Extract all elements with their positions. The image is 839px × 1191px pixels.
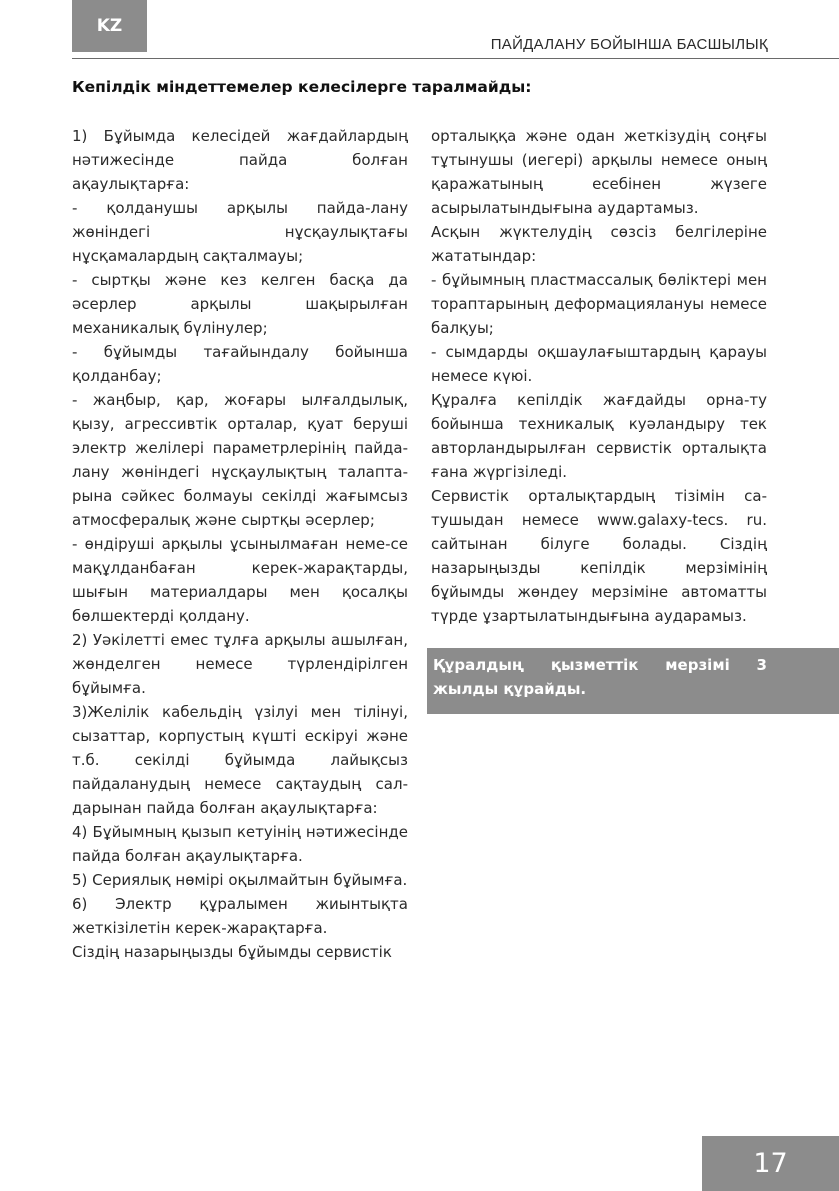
paragraph: - жаңбыр, қар, жоғары ылғалдылық, қызу, агрессивтік орталар, қуат беруші электр желілері параметрлерінің пайда-лану жөніндегі нұсқаулықтың талапта-рына сәйкес болмауы секілді жағымсыз атмосфералық және сыртқы әсерлер; — [72, 391, 408, 529]
right-column — [431, 124, 767, 628]
paragraph: Құралға кепілдік жағдайды орна-ту бойынша техникалық куәландыру тек авторландырылған сервистік орталықта ғана жүргізіледі. — [431, 391, 767, 481]
page-number: 17 — [702, 1136, 839, 1191]
section-heading: Кепілдік міндеттемелер келесілерге таралмайды: — [72, 78, 532, 96]
paragraph: 2) Уәкілетті емес тұлға арқылы ашылған, жөнделген немесе түрлендірілген бұйымға. — [72, 631, 408, 697]
paragraph: - қолданушы арқылы пайда-лану жөніндегі нұсқаулықтағы нұсқамалардың сақталмауы; — [72, 199, 408, 265]
paragraph: - бұйымды тағайындалу бойынша қолданбау; — [72, 343, 408, 385]
paragraph: 5) Сериялық нөмірі оқылмайтын бұйымға. — [72, 871, 408, 889]
paragraph: - бұйымның пластмассалық бөліктері мен тораптарының деформациялануы немесе балқуы; — [431, 271, 767, 337]
paragraph: 6) Электр құралымен жиынтықта жеткізілетін керек-жарақтарға. — [72, 895, 408, 937]
paragraph: - сыртқы және кез келген басқа да әсерлер арқылы шақырылған механикалық бүлінулер; — [72, 271, 408, 337]
paragraph: Асқын жүктелудің сөзсіз белгілеріне жататындар: — [431, 223, 767, 265]
header-title: ПАЙДАЛАНУ БОЙЫНША БАСШЫЛЫҚ — [490, 36, 768, 53]
header-divider — [72, 58, 839, 59]
paragraph: Сіздің назарыңызды бұйымды сервистік — [72, 943, 392, 961]
left-column — [72, 124, 408, 964]
paragraph: орталыққа және одан жеткізудің соңғы тұтынушы (иегері) арқылы немесе оның қаражатының есебінен жүзеге асырылатындығына аудартамыз. — [431, 127, 767, 217]
paragraph: - өндіруші арқылы ұсынылмаған неме-се мақұлданбаған керек-жарақтарды, шығын материалдары мен қосалқы бөлшектерді қолдану. — [72, 535, 408, 625]
paragraph: 4) Бұйымның қызып кетуінің нәтижесінде пайда болған ақаулықтарға. — [72, 823, 408, 865]
paragraph: Сервистік орталықтардың тізімін са-тушыдан немесе www.galaxy-tecs. ru. сайтынан білуге болады. Сіздің назарыңызды кепілдік мерзімінің бұйымды жөндеу мерзіміне автоматты түрде ұзартылатындығына аударамыз. — [431, 487, 767, 625]
paragraph: - сымдарды оқшаулағыштардың қарауы немесе күюі. — [431, 343, 767, 385]
paragraph: 1) Бұйымда келесідей жағдайлардың нәтижесінде пайда болған ақаулықтарға: — [72, 127, 408, 193]
language-tab: KZ — [72, 0, 147, 52]
paragraph: 3)Желілік кабельдің үзілуі мен тілінуі, сызаттар, корпустың күшті ескіруі және т.б. секілді бұйымда лайықсыз пайдаланудың немесе сақтаудың сал-дарынан пайда болған ақаулықтарға: — [72, 703, 408, 817]
service-life-callout: Құралдың қызметтік мерзімі 3 жылды құрайды. — [427, 648, 839, 714]
